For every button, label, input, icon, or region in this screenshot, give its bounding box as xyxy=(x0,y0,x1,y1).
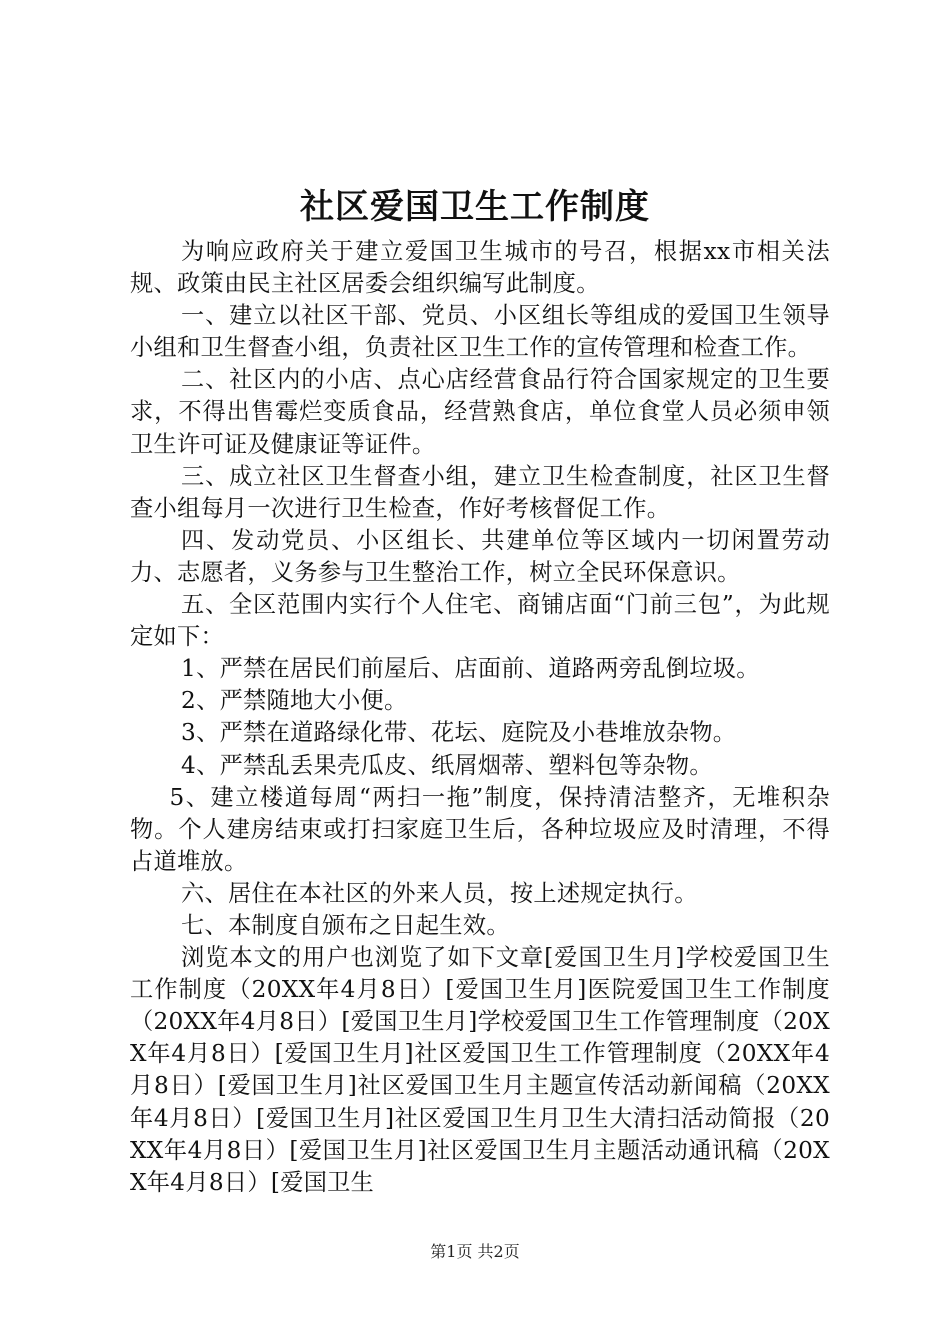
paragraph-rule-4: 4、严禁乱丢果壳瓜皮、纸屑烟蒂、塑料包等杂物。 xyxy=(181,751,713,779)
paragraph-article-7: 七、本制度自颁布之日起生效。 xyxy=(181,911,510,939)
paragraph-article-6: 六、居住在本社区的外来人员，按上述规定执行。 xyxy=(181,879,698,907)
paragraph-article-5: 五、全区范围内实行个人住宅、商铺店面“门前三包”，为此规定如下： xyxy=(130,591,830,651)
paragraph-article-2: 二、社区内的小店、点心店经营食品行符合国家规定的卫生要求，不得出售霉烂变质食品，经营熟食店，单位食堂人员必须申领卫生许可证及健康证等证件。 xyxy=(130,366,830,458)
paragraph-rule-1: 1、严禁在居民们前屋后、店面前、道路两旁乱倒垃圾。 xyxy=(181,655,760,683)
paragraph-rule-3: 3、严禁在道路绿化带、花坛、庭院及小巷堆放杂物。 xyxy=(181,719,737,747)
paragraph-rule-5: 5、建立楼道每周“两扫一拖”制度，保持清洁整齐，无堆积杂物。个人建房结束或打扫家庭卫生后，各种垃圾应及时清理，不得占道堆放。 xyxy=(130,783,830,875)
paragraph-article-1: 一、建立以社区干部、党员、小区组长等组成的爱国卫生领导小组和卫生督查小组，负责社区卫生工作的宣传管理和检查工作。 xyxy=(130,302,830,362)
page-footer: 第1页 共2页 xyxy=(430,1242,520,1261)
document-body xyxy=(130,236,830,1199)
paragraph-article-3: 三、成立社区卫生督查小组，建立卫生检查制度，社区卫生督查小组每月一次进行卫生检查，作好考核督促工作。 xyxy=(130,462,830,522)
paragraph-intro: 为响应政府关于建立爱国卫生城市的号召，根据xx市相关法规、政策由民主社区居委会组织编写此制度。 xyxy=(130,238,830,298)
paragraph-related-articles: 浏览本文的用户也浏览了如下文章[爱国卫生月]学校爱国卫生工作制度（20XX年4月8日）[爱国卫生月]医院爱国卫生工作制度（20XX年4月8日）[爱国卫生月]学校爱国卫生工作管理制度（20XX年4月8日）[爱国卫生月]社区爱国卫生工作管理制度（20XX年4月8日）[爱国卫生月]社区爱国卫生月主题宣传活动新闻稿（20XX年4月8日）[爱国卫生月]社区爱国卫生月卫生大清扫活动简报（20XX年4月8日）[爱国卫生月]社区爱国卫生月主题活动通讯稿（20XX年4月8日）[爱国卫生 xyxy=(130,944,830,1196)
paragraph-article-4: 四、发动党员、小区组长、共建单位等区域内一切闲置劳动力、志愿者，义务参与卫生整治工作，树立全民环保意识。 xyxy=(130,526,830,586)
document-title: 社区爱国卫生工作制度 xyxy=(300,187,650,227)
paragraph-rule-2: 2、严禁随地大小便。 xyxy=(181,687,408,715)
